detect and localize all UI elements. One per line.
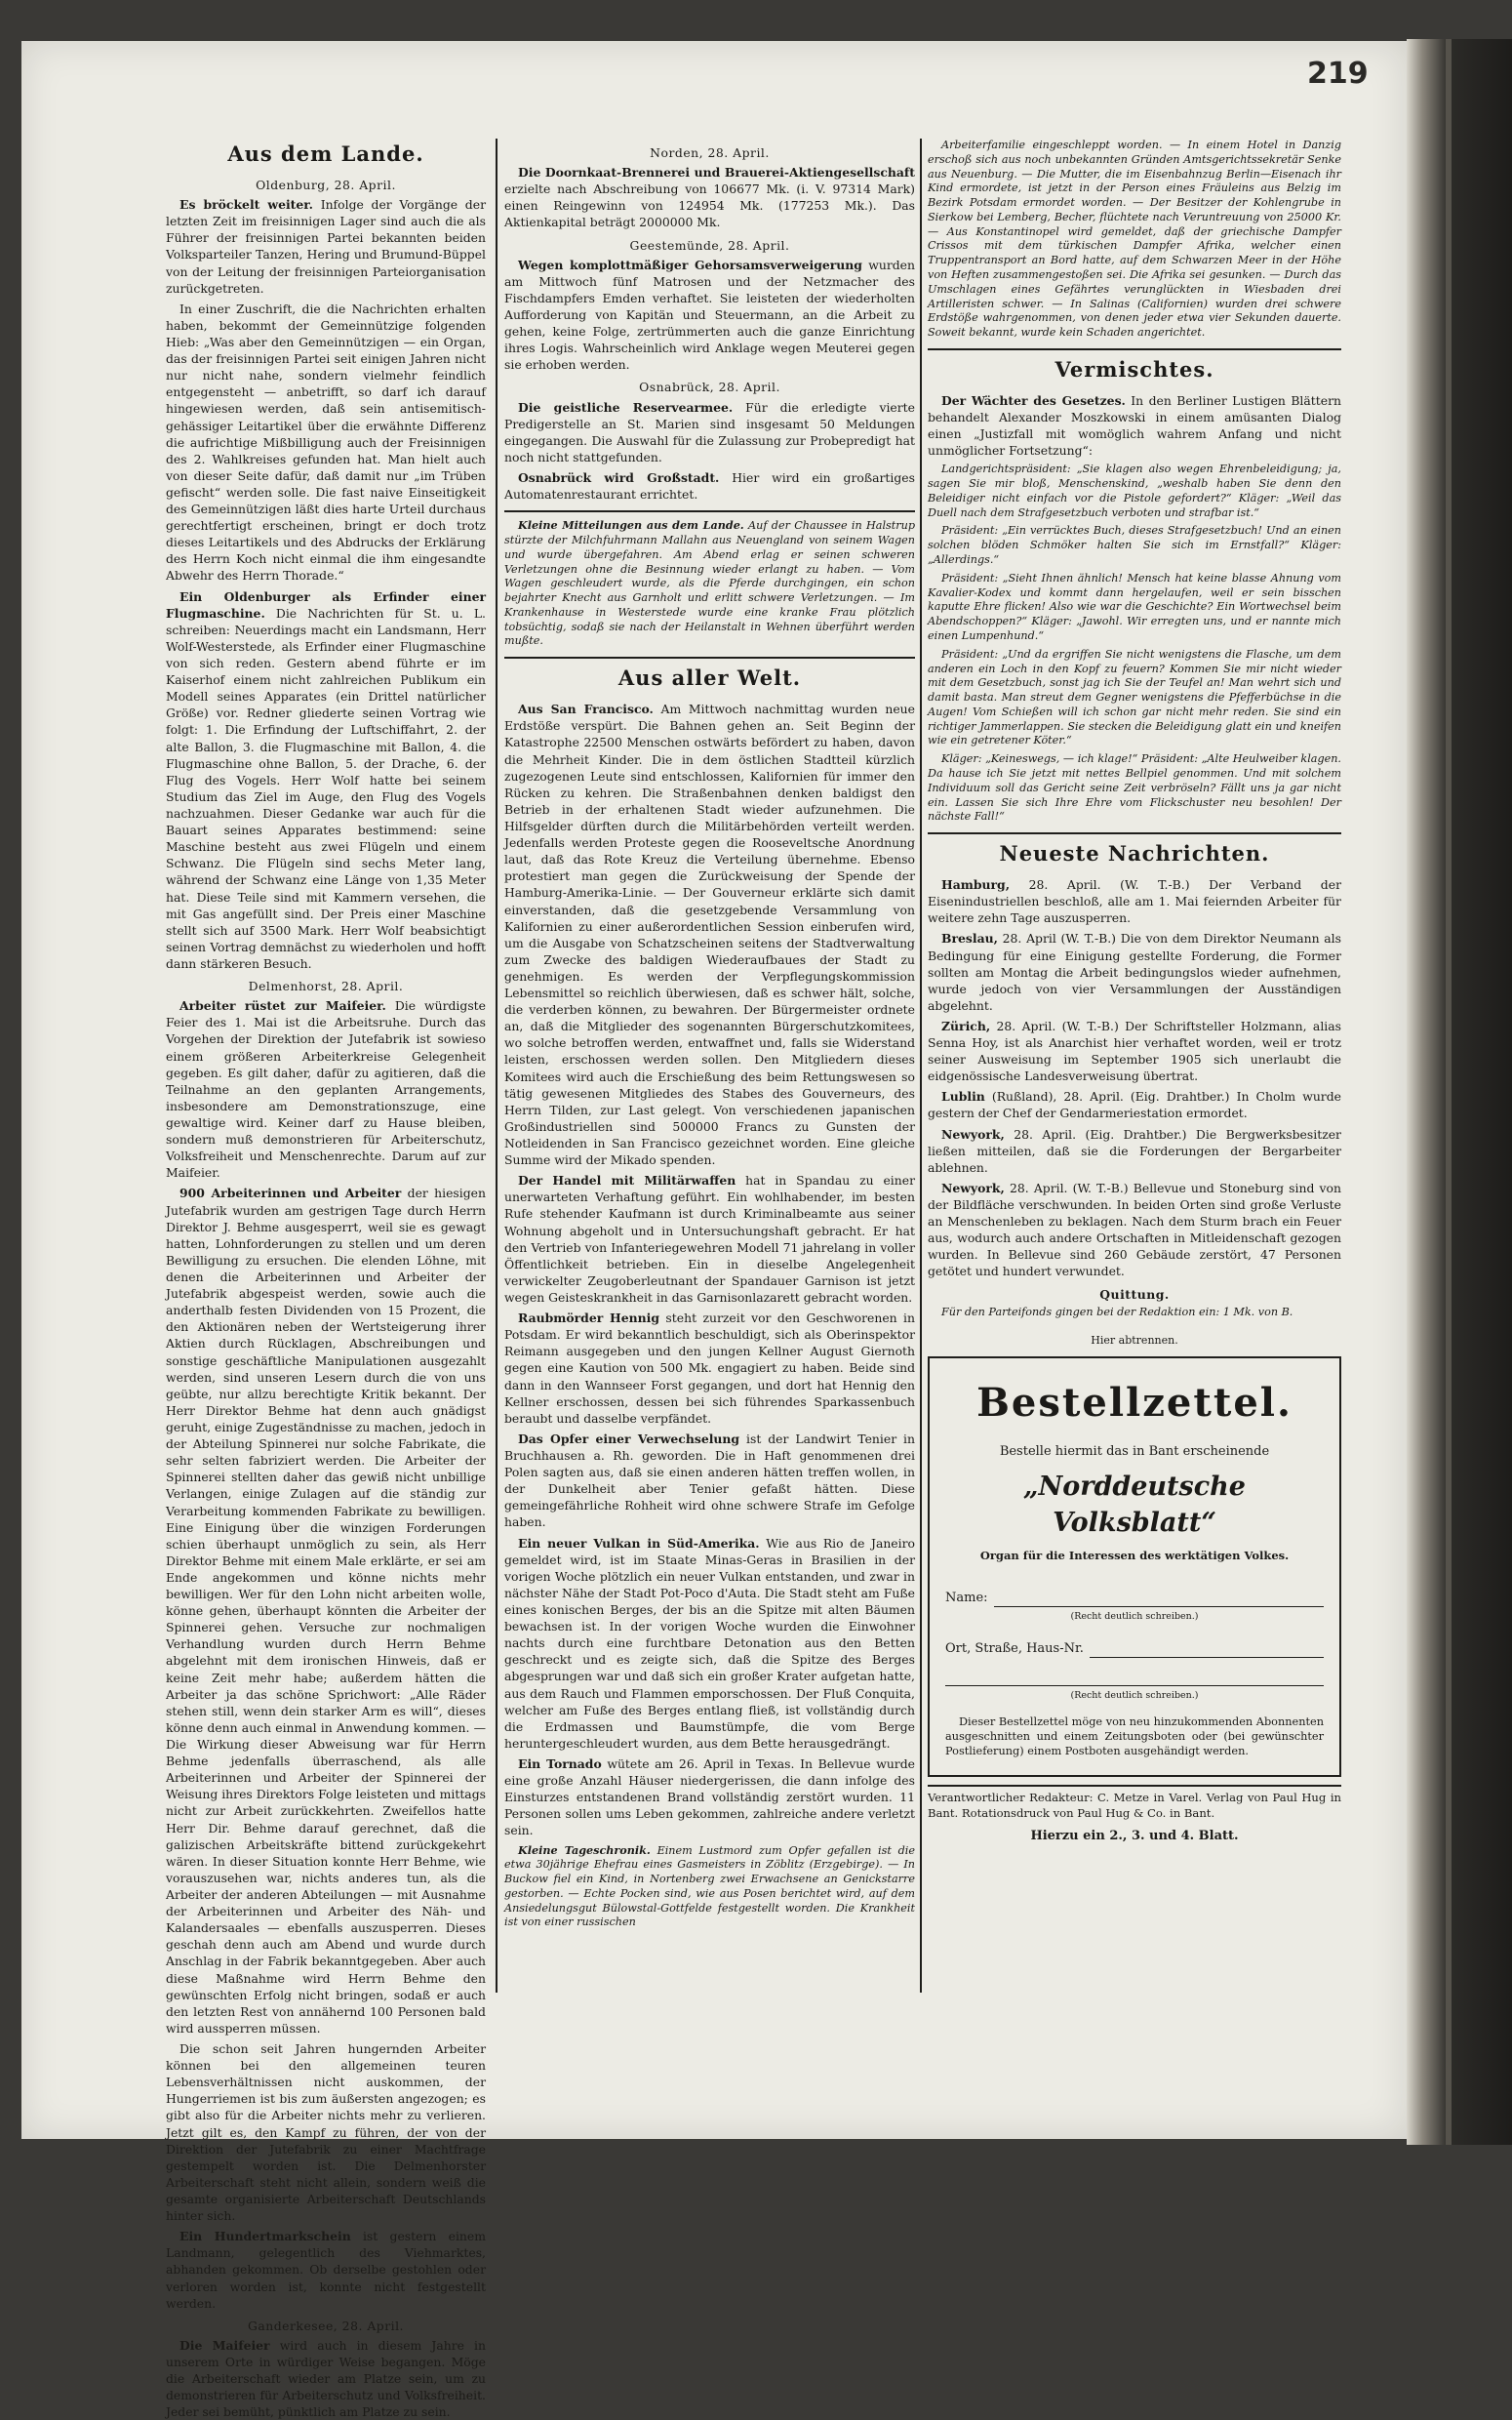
article-lead: Kleine Mitteilungen aus dem Lande.: [518, 518, 744, 533]
article-paragraph: [504, 701, 915, 1168]
article-paragraph: [166, 997, 486, 1181]
article-text: wütete am 26. April in Texas. In Bellevue wurde eine große Anzahl Häuser niedergerissen, die dann infolge des Einsturzes entstandenen Brand vollständig zerstört wurden. 11 Personen sollen ums Leben gekommen, zahlreiche andere verletzt sein.: [504, 1755, 915, 1838]
divider: [504, 510, 915, 512]
order-form: [928, 1356, 1341, 1777]
dialog-paragraph: Landgerichtspräsident: „Sie klagen also wegen Ehrenbeleidigung; ja, sagen Sie mir bloß, Menschenskind, „weshalb haben Sie denn den Beleidiger nicht einfach vor die Pistole gefordert?“ Kläger: „Weil das Duell nach dem Strafgesetzbuch verboten und strafbar ist.“: [928, 463, 1341, 519]
dialog-paragraph: Präsident: „Und da ergriffen Sie nicht wenigstens die Flasche, um dem anderen ein Loch in den Kopf zu feuern? Kommen Sie mir nicht wieder mit dem Gesetzbuch, sonst jag ich Sie der Teufel an! Man wehrt sich und damit basta. Man streut dem Gegner wenigstens die Pfefferbüchse in die Augen! Vom Schießen will ich schon gar nicht mehr reden. Sie sind ein richtiger Jammerlappen. Sie stecken die Beleidigung glatt ein und kneifen wie ein getretener Köter.“: [928, 647, 1341, 747]
article-paragraph: [504, 1310, 915, 1427]
column-rule-right: [920, 139, 922, 1993]
news-lead: Breslau,: [941, 931, 998, 947]
article-lead: Die geistliche Reservearmee.: [518, 399, 734, 415]
column-2: [504, 139, 915, 1993]
article-lead: Raubmörder Hennig: [518, 1311, 660, 1326]
address-field-line-2[interactable]: [945, 1664, 1324, 1686]
article-paragraph: [504, 399, 915, 465]
article-paragraph: [504, 469, 915, 503]
divider: [928, 348, 1341, 350]
section-heading-neueste-nachrichten: Neueste Nachrichten.: [999, 841, 1270, 867]
article-paragraph: [504, 1535, 915, 1752]
news-item: [928, 930, 1341, 1014]
article-paragraph: [504, 518, 915, 649]
section-heading-aus-aller-welt: Aus aller Welt.: [617, 666, 802, 691]
dateline: Geestemünde, 28. April.: [629, 237, 790, 253]
article-paragraph: [504, 1172, 915, 1306]
divider: [504, 657, 915, 659]
news-item: [928, 876, 1341, 926]
newspaper-name: „Norddeutsche Volksblatt“: [1023, 1471, 1246, 1539]
article-text: Für die erledigte vierte Predigerstelle an St. Marien sind insgesamt 50 Meldungen eingegangen. Die Auswahl für die Zulassung zur Probepredigt hat noch nicht stattgefunden.: [504, 399, 915, 464]
dialog-paragraph: Kläger: „Keineswegs, — ich klage!“ Präsident: „Alte Heulweiber klagen. Da hause ich Sie jetzt mit nettes Bellpiel genommen. Und mit solchem Individuum soll das Gericht seine Zeit verbröseln? Fällt uns ja gar nicht ein. Lassen Sie sich Ihre Ehre vom Flickschuster neu besohlen! Der nächste Fall!“: [928, 752, 1341, 824]
article-text: Infolge der Vorgänge der letzten Zeit im freisinnigen Lager sind auch die als Führer der freisinnigen Partei bekannten beiden Volksparteiler Tanzen, Hering und Brumund-Büppel von der Leitung der freisinnigen Parteiorganisation zurückgetreten.: [166, 197, 486, 296]
article-lead: Die Maifeier: [179, 2337, 270, 2353]
imprint: Verantwortlicher Redakteur: C. Metze in Varel. Verlag von Paul Hug in Bant. Rotationsdruck von Paul Hug & Co. in Bant.: [928, 1785, 1341, 1822]
article-paragraph: Arbeiterfamilie eingeschleppt worden. — In einem Hotel in Danzig erschoß sich aus noch unbekannten Gründen Amtsgerichtssekretär Senke aus Neuenburg. — Die Mutter, die im Eisenbahnzug Berlin—Eisenach ihr Kind ermordete, ist jetzt in der Person eines Fräuleins aus Belzig im Bezirk Potsdam ermordet worden. — Der Besitzer der Kohlengrube in Sierkow bei Lemberg, Becher, flüchtete nach Veruntreuung von 25000 Kr. — Aus Konstantinopel wird gemeldet, daß der griechische Dampfer Crissos mit dem türkischen Dampfer Afrika, welcher einen Truppentransport an Bord hatte, auf dem Schwarzen Meer in der Höhe von Heften zusammengestoßen sei. Die Afrika sei gesunken. — Durch das Umschlagen eines Gefährtes verunglückten in Wiesbaden drei Artilleristen schwer. — In Salinas (Californien) wurden drei schwere Erdstöße wahrgenommen, von denen jeder etwa vier Sekunden dauerte. Soweit bekannt, wurde kein Schaden angerichtet.: [928, 139, 1341, 340]
newspaper-subtitle: Organ für die Interessen des werktätigen Volkes.: [979, 1549, 1290, 1563]
section-heading-aus-dem-lande: Aus dem Lande.: [227, 141, 424, 166]
article-text: Die Nachrichten für St. u. L. schreiben: Neuerdings macht ein Landsmann, Herr Wolf-Westerstede, als Erfinder einer Flugmaschine von sich reden. Gestern abend führte er im Kaiserhof einem nicht zahlreichen Publikum ein Modell seines Apparates (ein Drittel natürlicher Größe) vor. Redner gliederte seinen Vortrag wie folgt: 1. Die Erfindung der Luftschiffahrt, 2. der alte Ballon, 3. die Flugmaschine mit Ballon, 4. die Flugmaschine ohne Ballon, 5. der Drache, 6. der Flug des Vogels. Herr Wolf hatte bei seinem Studium das Ziel im Auge, den Flug des Vogels nachzuahmen. Dieser Gedanke war auch für die Bauart seines Apparates bestimmend: seine Maschine besteht aus zwei Flügeln und einem Schwanz. Die Flügeln sind sechs Meter lang, während der Schwanz eine Länge von 1,35 Meter hat. Diese Teile sind mit Kammern versehen, die mit Gas angefüllt sind. Der Preis einer Maschine stellt sich auf 3500 Mark. Herr Wolf beabsichtigt seinen Vortrag demnächst zu wiederholen und hofft dann stärkeren Besuch.: [166, 605, 486, 971]
news-item: [928, 1126, 1341, 1176]
article-paragraph: Die schon seit Jahren hungernden Arbeiter können bei den allgemeinen teuren Lebensverhältnissen nicht auskommen, der Hungerriemen ist bis zum äußersten angezogen; es gibt also für die Arbeiter nichts mehr zu verlieren. Jetzt gilt es, den Kampf zu führen, der von der Direktion der Jutefabrik zu einer Machtfrage gestempelt worden ist. Die Delmenhorster Arbeiterschaft steht nicht allein, sondern weiß die gesamte organisierte Arbeiterschaft Deutschlands hinter sich.: [166, 2041, 486, 2224]
article-text: Wie aus Rio de Janeiro gemeldet wird, ist im Staate Minas-Geras in Brasilien in der vorigen Woche plötzlich ein neuer Vulkan entstanden, und zwar in nächster Nähe der Stadt Pot-Poco d'Auta. Die Stadt steht am Fuße eines konischen Berges, der bis an die Spitze mit alten Bäumen bewachsen ist. In der vorigen Woche wurden die Einwohner nachts durch eine furchtbare Detonation aus den Betten geschreckt und es zeigte sich, daß die Spitze des Berges abgesprungen war und daß sich ein großer Krater aufgetan hatte, aus dem Rauch und Flammen emporschossen. Der Fluß Conquita, welcher am Fuße des Berges entlang fließ, ist vollständig durch die Erdmassen und Baumstümpfe, die vom Berge heruntergeschleudert wurden, aus dem Bette herausgedrängt.: [504, 1535, 915, 1751]
article-paragraph: [928, 392, 1341, 459]
address-field-line[interactable]: [1090, 1643, 1324, 1658]
article-lead: Kleine Tageschronik.: [518, 1842, 651, 1857]
news-item: [928, 1018, 1341, 1084]
news-text: 28. April. (W. T.-B.) Bellevue und Stoneburg sind von der Bildfläche verschwunden. In beiden Orten sind große Verluste an Menschenleben zu beklagen. Nach dem Sturm brach ein Feuer aus, wodurch auch andere Ortschaften in Mitleidenschaft gezogen wurden. In Bellevue sind 260 Gebäude zerstört, 47 Personen getötet und hundert verwundet.: [928, 1180, 1341, 1279]
article-lead: Der Handel mit Militärwaffen: [518, 1173, 736, 1189]
news-lead: Newyork,: [941, 1126, 1005, 1142]
article-lead: Aus San Francisco.: [518, 702, 654, 717]
news-text: (Rußland), 28. April. (Eig. Drahtber.) In Cholm wurde gestern der Chef der Gendarmeriestation ermordet.: [928, 1089, 1341, 1121]
article-paragraph: [504, 164, 915, 230]
article-paragraph: [166, 1185, 486, 2037]
article-text: In den Berliner Lustigen Blättern behandelt Alexander Moszkowski in einem amüsanten Dialog einen „Justizfall mit womöglich wahrem Anfang und nicht unmöglicher Fortsetzung“:: [928, 392, 1341, 459]
news-text: 28. April. (Eig. Drahtber.) Die Bergwerksbesitzer ließen mitteilen, daß sie die Forderungen der Bergarbeiter ablehnen.: [928, 1126, 1341, 1175]
article-text: Auf der Chaussee in Halstrup stürzte der Milchfuhrmann Mallahn aus Neuengland von seinem Wagen und wurde übergefahren. Am Abend erlag er seinen schweren Verletzungen ohne die Besinnung wieder erlangt zu haben. — Vom Wagen geschleudert wurde, als die Pferde durchgingen, ein schon bejahrter Knecht aus Garnholt und erlitt schwere Verletzungen. — Im Krankenhause in Westerstede wurde eine kranke Frau plötzlich tobsüchtig, sodaß sie nach der Heilanstalt in Wehnen überführt werden mußte.: [504, 519, 915, 648]
book-binding: [1407, 39, 1512, 2145]
article-text: erzielte nach Abschreibung von 106677 Mk. (i. V. 97314 Mark) einen Reingewinn von 124954 Mk. (177253 Mk.). Das Aktienkapital beträgt 2000000 Mk.: [504, 182, 915, 230]
dateline: Delmenhorst, 28. April.: [248, 979, 404, 994]
name-field-line[interactable]: [994, 1593, 1324, 1607]
order-form-title: Bestellzettel.: [976, 1379, 1293, 1426]
article-lead: Die Doornkaat-Brennerei und Brauerei-Aktiengesellschaft: [518, 165, 915, 181]
article-paragraph: [166, 588, 486, 973]
article-lead: Ein Hundertmarkschein: [179, 2229, 351, 2244]
address-field-hint: (Recht deutlich schreiben.): [1070, 1690, 1199, 1702]
article-text: wurden am Mittwoch fünf Matrosen und der Netzmacher des Fischdampfers Emden verhaftet. Sie leisteten der wiederholten Aufforderung von Kapitän und Steuermann, an die Arbeit zu gehen, keine Folge, zertrümmerten auch die ganze Einrichtung ihres Logis. Wahrscheinlich wird Anklage wegen Meuterei gegen sie erhoben werden.: [504, 257, 915, 373]
article-text: steht zurzeit vor den Geschworenen in Potsdam. Er wird bekanntlich beschuldigt, sich als Oberinspektor Reimann ausgegeben und den jungen Kellner August Giernoth gegen eine Kaution von 500 Mk. engagiert zu haben. Beide sind dann in den Wannseer Forst gegangen, und dort hat Hennig den Kellner erschossen, dessen bei sich führendes Sparkassenbuch beraubt und dasselbe verpfändet.: [504, 1311, 915, 1426]
address-field[interactable]: [945, 1640, 1324, 1658]
article-lead: Es bröckelt weiter.: [179, 197, 313, 213]
article-text: Hier wird ein großartiges Automatenrestaurant errichtet.: [504, 469, 915, 503]
article-paragraph: In einer Zuschrift, die die Nachrichten erhalten haben, bekommt der Gemeinnützige folgenden Hieb: „Was aber den Gemeinnützigen — ein Organ, das der freisinnigen Partei seit einigen Jahren nicht nur nicht nahe, sondern vielmehr feindlich entgegensteht — anbetrifft, so darf ich darauf hingewiesen werden, daß sein antisemitisch-gehässiger Leitartikel über die erwähnte Differenz die aufrichtige Mißbilligung auch der Freisinnigen des 2. Wahlkreises gefunden hat. Man hielt auch von dieser Seite dafür, daß damit nur „im Trüben gefischt“ werden solle. Die fast naive Einseitigkeit des Gemeinnützigen läßt dies harte Urteil durchaus gerechtfertigt erscheinen, bringt er doch trotz dieses Leitartikels und des Abdrucks der Erklärung des Herrn Koch nicht einmal die ihm eingesandte Abwehr des Herrn Thorade.“: [166, 301, 486, 584]
article-lead: Arbeiter rüstet zur Maifeier.: [179, 998, 386, 1014]
supplement-note: Hierzu ein 2., 3. und 4. Blatt.: [1030, 1828, 1239, 1843]
news-text: 28. April. (W. T.-B.) Der Verband der Eisenindustriellen beschloß, alle am 1. Mai feiernden Arbeiter für weitere zehn Tage auszusperren.: [928, 877, 1341, 926]
article-paragraph: [504, 1755, 915, 1839]
news-lead: Newyork,: [941, 1180, 1005, 1195]
name-field-label: Name:: [945, 1591, 988, 1606]
article-text: Am Mittwoch nachmittag wurden neue Erdstöße verspürt. Die Bahnen gehen an. Seit Beginn der Katastrophe 22500 Menschen ostwärts befördert zu haben, davon die Mehrheit Kinder. Die in dem östlichen Stadtteil kürzlich zugezogenen Leute sind entschlossen, Kalifornien für immer den Rücken zu kehren. Die Straßenbahnen denken baldigst den Betrieb in der erhaltenen Stadt wieder aufzunehmen. Die Hilfsgelder dürften durch die Militärbehörden verteilt werden. Jedenfalls werden Proteste gegen die Rooseveltsche Anordnung laut, daß das Rote Kreuz die Verteilung übernehme. Ebenso protestiert man gegen die Zurückweisung der Spende der Hamburg-Amerika-Linie. — Der Gouverneur erklärte sich damit einverstanden, daß die gesetzgebende Versammlung von Kalifornien zu einer außerordentlichen Session einberufen wird, um die Ausgabe von Schatzscheinen seitens der Stadtverwaltung zum Zwecke des baldigen Wiederaufbaues der Stadt zu genehmigen. Es werden der Verpflegungskommission Lebensmittel so reichlich überwiesen, daß es schwer hält, solche, die verderben können, zu bewahren. Der Bürgermeister ordnete an, daß die Mitglieder des sogenannten Bürgerschutzkomitees, wo solche betroffen werden, entwaffnet und, falls sie Widerstand leisten, erschossen werden sollen. Den Mitgliedern dieses Komitees wird auch die Erschießung des beim Rettungswesen so tätig gewesenen Mitgliedes des Stabes des Gouverneurs, des Herrn Tilden, zur Last gelegt. Von verschiedenen japanischen Großindustriellen sind 500000 Francs zu Gunsten der Notleidenden in San Francisco gezeichnet worden. Eine gleiche Summe wird der Mikado spenden.: [504, 702, 915, 1168]
dateline: Ganderkesee, 28. April.: [247, 2318, 404, 2333]
dialog-paragraph: Präsident: „Ein verrücktes Buch, dieses Strafgesetzbuch! Und an einen solchen blöden Schmöker halten Sie sich im Ernstfall?“ Kläger: „Allerdings.“: [928, 524, 1341, 567]
article-text: hat in Spandau zu einer unerwarteten Verhaftung geführt. Ein wohlhabender, im besten Rufe stehender Kaufmann ist durch Kriminalbeamte aus seiner Wohnung abgeholt und in Untersuchungshaft gebracht. Er hat den Vertrieb von Infanteriegewehren Modell 71 jahrelang in voller Öffentlichkeit betrieben. Ein in dieselbe Angelegenheit verwickelter Zeugoberleutnant der Spandauer Garnison ist jetzt wegen Geisteskrankheit in das Garnisonlazarett gebracht worden.: [504, 1173, 915, 1306]
article-text: Einem Lustmord zum Opfer gefallen ist die etwa 30jährige Ehefrau eines Gasmeisters in Zöblitz (Erzgebirge). — In Buckow fiel ein Kind, in Nortenberg zwei Erwachsene an Genickstarre gestorben. — Echte Pocken sind, wie aus Posen berichtet wird, auf dem Ansiedelungsgut Bülowstal-Gottfelde festgestellt worden. Die Krankheit ist von einer russischen: [504, 1843, 915, 1929]
section-heading-vermischtes: Vermischtes.: [1054, 356, 1214, 382]
article-lead: Ein neuer Vulkan in Süd-Amerika.: [518, 1535, 760, 1551]
article-lead: Ein Oldenburger als Erfinder einer Flugmaschine.: [166, 588, 486, 621]
dateline: Norden, 28. April.: [650, 145, 770, 160]
article-text: Die würdigste Feier des 1. Mai ist die Arbeitsruhe. Durch das Vorgehen der Direktion der Jutefabrik ist sowieso einem größeren Arbeiterkreise Gelegenheit gegeben. Es gilt daher, dafür zu agitieren, daß die Teilnahme an den geplanten Arrangements, insbesondere am Demonstrationszuge, eine gewaltige wird. Keiner darf zu Hause bleiben, sondern muß demonstrieren für Arbeiterschutz, Volksfreiheit und Menschenrechte. Darum auf zur Maifeier.: [166, 998, 486, 1181]
news-text: 28. April (W. T.-B.) Die von dem Direktor Neumann als Bedingung für eine Einigung gestellte Forderung, die Former sollten am Montag die Arbeit bedingungslos wieder aufnehmen, wurde jedoch von vier Versammlungen der Ausständigen abgelehnt.: [928, 931, 1341, 1013]
column-3: [928, 139, 1341, 2080]
article-text: der hiesigen Jutefabrik wurden am gestrigen Tage durch Herrn Direktor J. Behme ausgesperrt, weil sie es gewagt hatten, Lohnforderungen zu stellen und um deren Bewilligung zu ersuchen. Die elenden Löhne, mit denen die Arbeiterinnen und Arbeiter der Jutefabrik abgespeist werden, sowie auch die anderthalb festen Dividenden von 15 Prozent, die den Aktionären neben der Wertsteigerung ihrer Aktien durch Rücklagen, Abschreibungen und sonstige geschäftliche Manipulationen ausgezahlt werden, sind unseren Lesern durch die von uns geübte, nur allzu berechtigte Kritik bekannt. Der Herr Direktor Behme hat denn auch gnädigst geruht, einige Zugeständnisse zu machen, jedoch in der Abteilung Spinnerei nur solche Fabrikate, die sehr selten fabriziert werden. Die Arbeiter der Spinnerei stellten daher das gewiß nicht unbillige Verlangen, einige Zulagen auf die ständig zur Verarbeitung kommenden Fabrikate zu bewilligen. Eine Einigung über die winzigen Forderungen schien überhaupt unmöglich zu sein, als Herr Direktor Behme mit einem Male erklärte, er sei am Ende angekommen und könne nichts mehr bewilligen. Wer für den Lohn nicht arbeiten wolle, könne gehen, überhaupt könnten die Arbeiter der Spinnerei gehen. Versuche zur nochmaligen Verhandlung wurden durch Herrn Behme abgelehnt mit dem ironischen Hinweis, daß er keine Zeit mehr habe; außerdem hätten die Arbeiter ja das schöne Sprichwort: „Alle Räder stehen still, wenn dein starker Arm es will“, dieses könne denn auch einmal in Anwendung kommen. — Die Wirkung dieser Abweisung war für Herrn Behme jedenfalls überraschend, als alle Arbeiterinnen und Arbeiter der Spinnerei der Weisung ihres Direktors Folge leisteten und mittags nicht zur Arbeit zurückkehrten. Zweifellos hatte Herr Dir. Behme darauf gerechnet, daß die galizischen Arbeitskräfte bittend zurückgekehrt wären. In dieser Situation konnte Herr Behme, wie vorauszusehen war, nichts anderes tun, als die Arbeiter der anderen Abteilungen — mit Ausnahme der Arbeiterinnen und Arbeiter des Näh- und Kalandersaales — ebenfalls auszusperren. Dieses geschah denn auch am Abend und wurde durch Anschlag in der Fabrik bekanntgegeben. Aber auch diese Maßnahme wird Herrn Behme den gewünschten Erfolg nicht bringen, sodaß er auch den letzten Rest von annähernd 100 Personen bald wird aussperren müssen.: [166, 1186, 486, 2036]
page-number: 219: [1307, 57, 1369, 91]
article-paragraph: [166, 2337, 486, 2420]
article-text: wird auch in diesem Jahre in unserem Orte in würdiger Weise begangen. Möge die Arbeiterschaft wieder am Platze sein, um zu demonstrieren für Arbeiterschutz und Volksfreiheit. Jeder sei bemüht, pünktlich am Platze zu sein.: [166, 2337, 486, 2420]
article-paragraph: [504, 1843, 915, 1931]
news-text: 28. April. (W. T.-B.) Der Schriftsteller Holzmann, alias Senna Hoy, ist als Anarchist hier verhaftet worden, weil er trotz seiner Ausweisung im September 1905 sich unerlaubt die eidgenössische Landesverweisung übertrat.: [928, 1018, 1341, 1084]
divider: [928, 832, 1341, 834]
name-field-hint: (Recht deutlich schreiben.): [1070, 1611, 1199, 1623]
dateline: Osnabrück, 28. April.: [639, 380, 780, 395]
article-paragraph: [166, 196, 486, 297]
article-lead: Wegen komplottmäßiger Gehorsamsverweigerung: [518, 257, 862, 272]
article-text: ist gestern einem Landmann, gelegentlich des Viehmarktes, abhanden gekommen. Ob derselbe gestohlen oder verloren worden ist, konnte nicht festgestellt werden.: [166, 2229, 486, 2311]
news-item: [928, 1088, 1341, 1121]
article-lead: Der Wächter des Gesetzes.: [941, 392, 1126, 408]
article-paragraph: [504, 1431, 915, 1531]
news-lead: Zürich,: [941, 1018, 991, 1033]
article-text: ist der Landwirt Tenier in Bruchhausen a. Rh. geworden. Die in Haft genommenen drei Polen sagten aus, daß sie einen anderen hätten treffen wollen, in der Dunkelheit aber Tenier gefaßt hätten. Diese gemeingefährliche Rohheit wird ohne schwere Strafe im Gefolge haben.: [504, 1431, 915, 1530]
news-lead: Lublin: [941, 1089, 985, 1105]
name-field[interactable]: [945, 1590, 1324, 1607]
order-form-note: Dieser Bestellzettel möge von neu hinzukommenden Abonnenten ausgeschnitten und einem Zeitungsboten oder (bei gewünschter Postlieferung) einem Postboten ausgehändigt werden.: [945, 1715, 1324, 1758]
quittung-heading: Quittung.: [1099, 1286, 1170, 1302]
cut-here-line: Hier abtrennen.: [1091, 1334, 1178, 1348]
article-lead: Osnabrück wird Großstadt.: [518, 469, 720, 485]
address-field-label: Ort, Straße, Haus-Nr.: [945, 1641, 1084, 1657]
article-paragraph: [504, 257, 915, 374]
column-rule-left: [496, 139, 497, 1993]
news-item: [928, 1180, 1341, 1280]
article-lead: 900 Arbeiterinnen und Arbeiter: [179, 1186, 402, 1201]
dateline: Oldenburg, 28. April.: [256, 177, 396, 192]
news-lead: Hamburg,: [941, 877, 1011, 893]
column-1: [166, 139, 486, 2420]
article-paragraph: [166, 2228, 486, 2312]
article-lead: Ein Tornado: [518, 1755, 602, 1771]
quittung-text: Für den Parteifonds gingen bei der Redaktion ein: 1 Mk. von B.: [941, 1305, 1293, 1318]
article-lead: Das Opfer einer Verwechselung: [518, 1431, 740, 1446]
dialog-paragraph: Präsident: „Sieht Ihnen ähnlich! Mensch hat keine blasse Ahnung vom Kavalier-Kodex und kommt dann hergelaufen, weil er sein bisschen kaputte Ehre flicken! Also wie war die Geschichte? Ein Wortwechsel beim Abendschoppen?“ Kläger: „Jawohl. Wir erregten uns, und er nannte mich einen Lumpenhund.“: [928, 571, 1341, 642]
order-form-intro: Bestelle hiermit das in Bant erscheinende: [999, 1443, 1270, 1459]
